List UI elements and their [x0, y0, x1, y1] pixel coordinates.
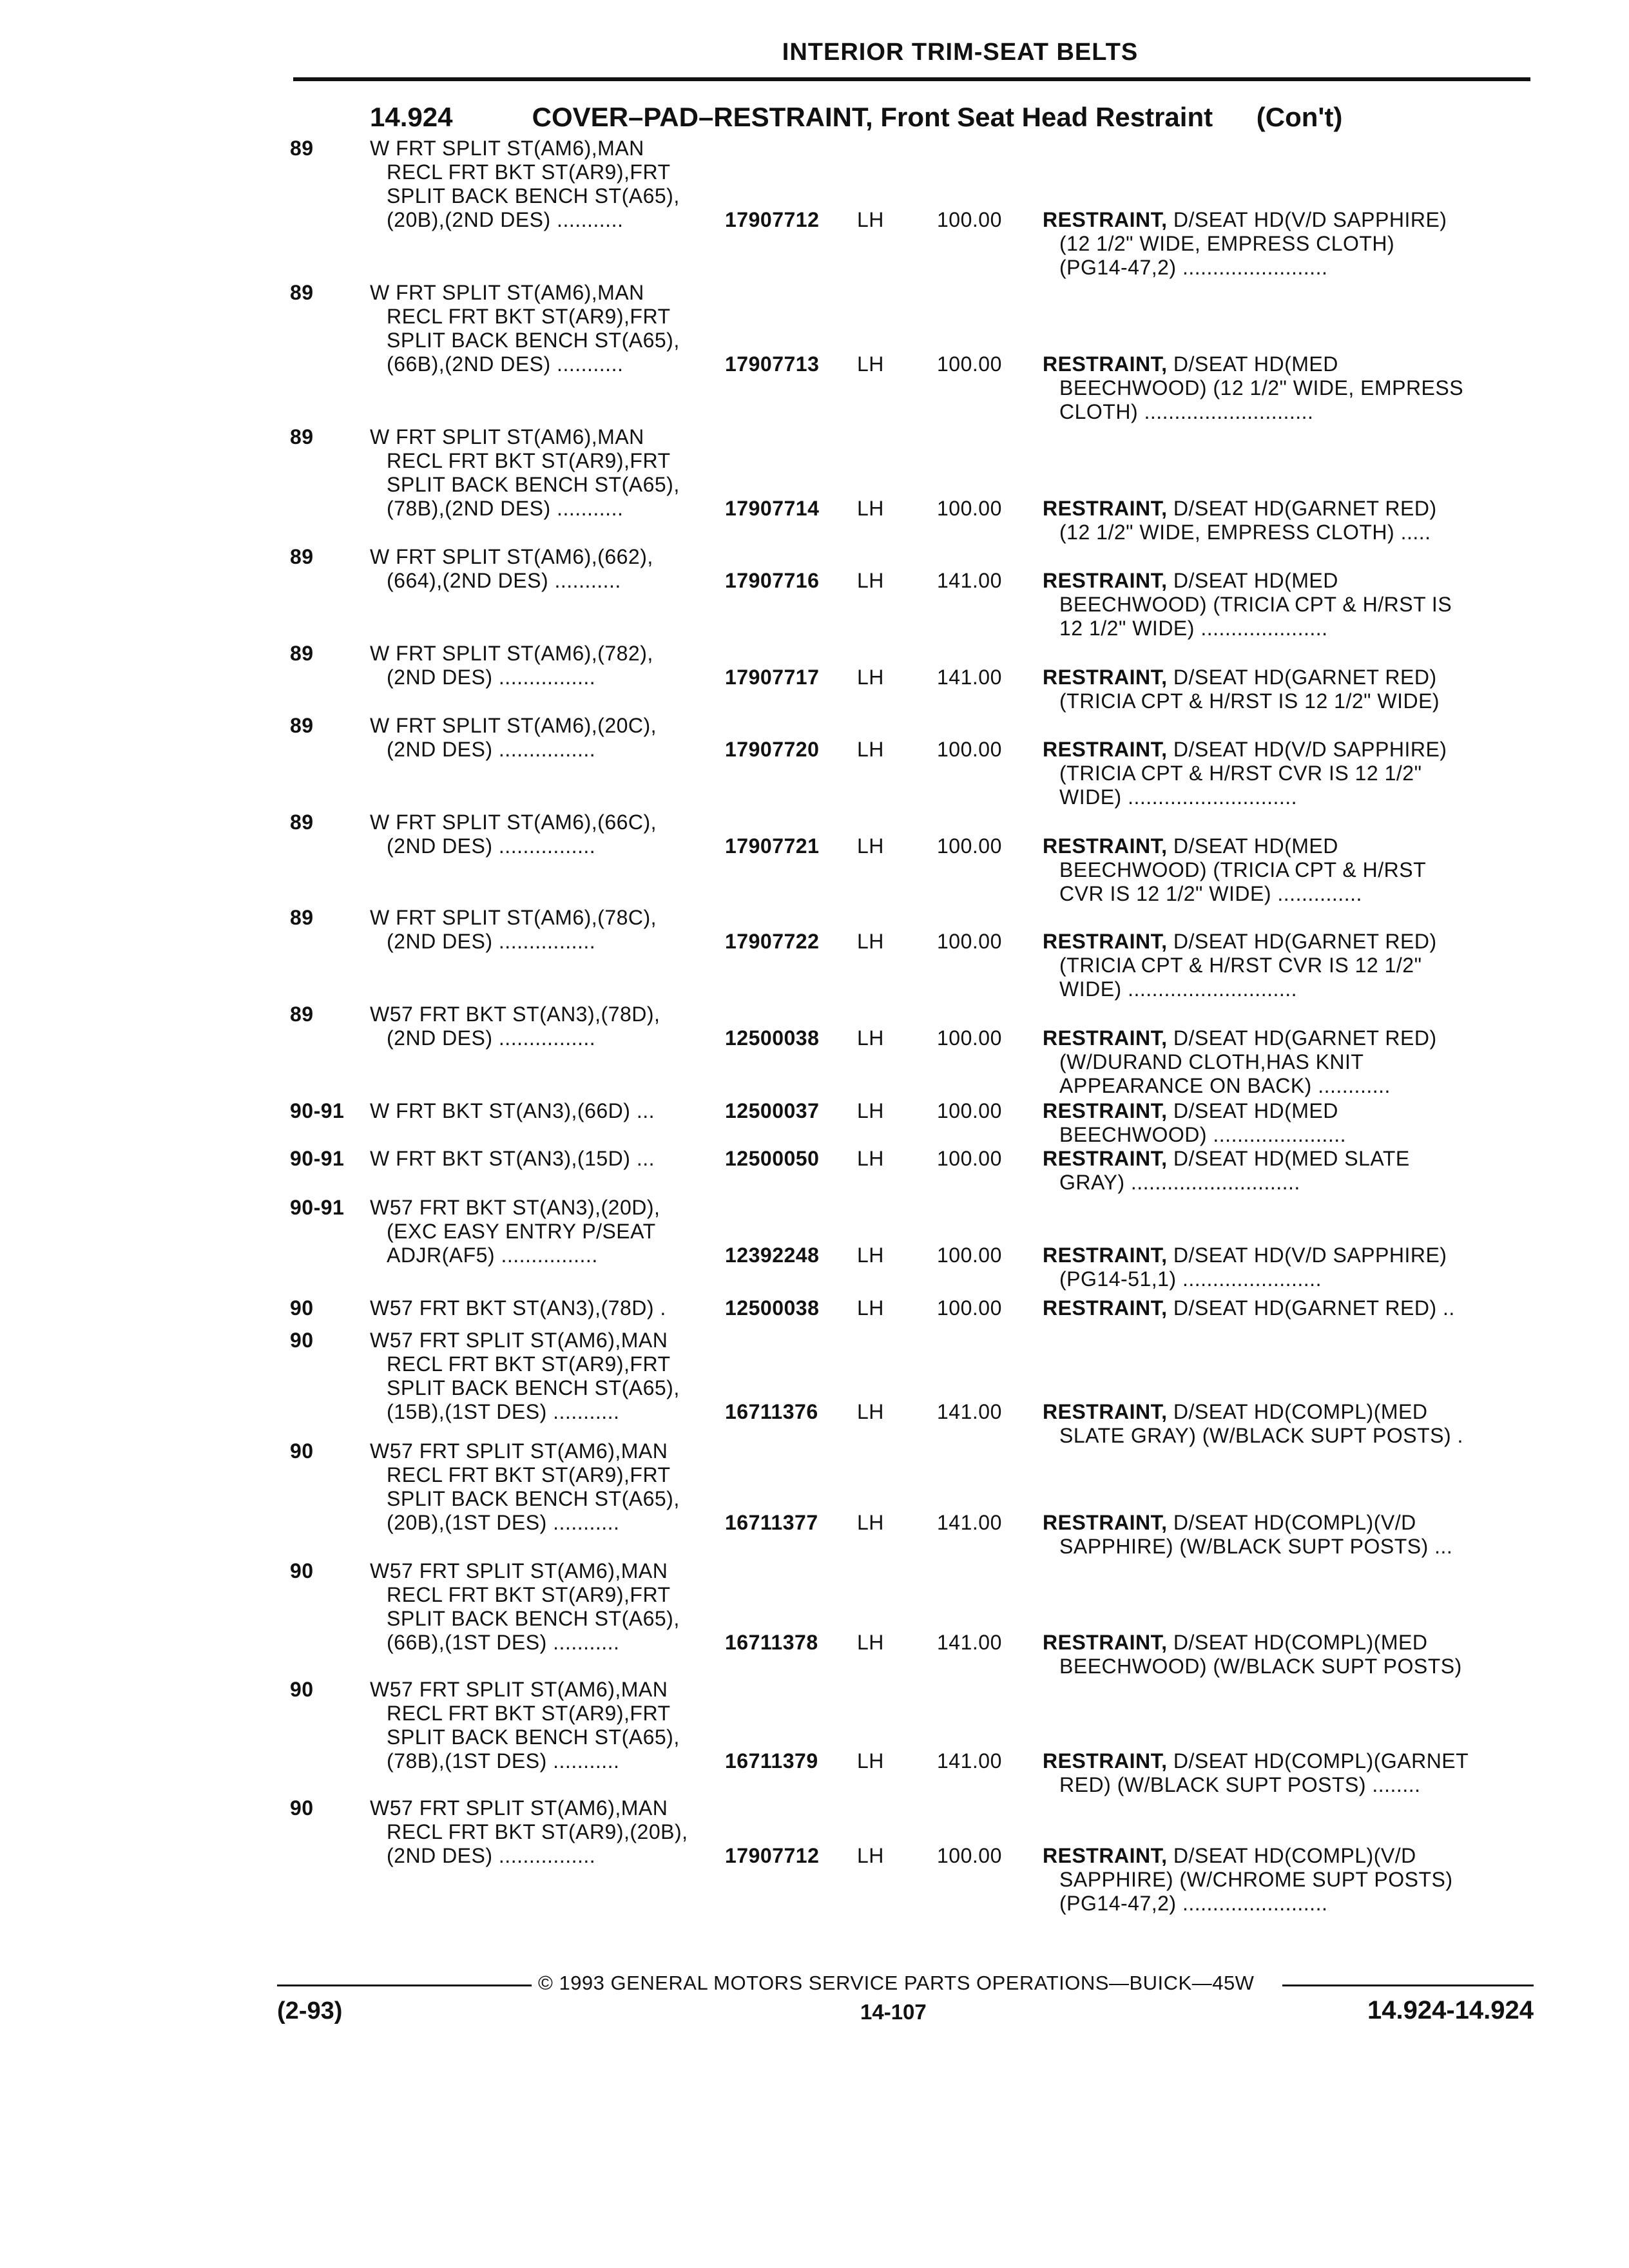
- description-line: W FRT SPLIT ST(AM6),MAN: [370, 281, 644, 304]
- part-name-text: D/SEAT HD(MED: [1173, 569, 1338, 592]
- quantity-price: 100.00: [937, 1296, 1002, 1320]
- part-name-line: [1043, 352, 1519, 376]
- header-rule: [293, 77, 1530, 81]
- part-name-line: RED) (W/BLACK SUPT POSTS) ........: [1059, 1773, 1421, 1796]
- part-name-line: APPEARANCE ON BACK) ............: [1059, 1074, 1391, 1097]
- side-code: LH: [857, 1844, 884, 1867]
- quantity-price: 100.00: [937, 208, 1002, 231]
- part-name: [1043, 569, 1519, 640]
- footer-rule-left: [277, 1984, 532, 1986]
- part-name: [1043, 1511, 1519, 1559]
- description-line: (2ND DES) ................: [387, 1844, 596, 1867]
- description-line: (2ND DES) ................: [387, 738, 596, 761]
- model-year: 89: [290, 281, 314, 304]
- part-name-line: [1043, 930, 1519, 954]
- part-name-label: RESTRAINT,: [1043, 569, 1168, 592]
- part-number: 12500037: [725, 1099, 820, 1122]
- part-name: [1043, 1147, 1519, 1195]
- part-name-line: [1043, 738, 1519, 762]
- description-line: SPLIT BACK BENCH ST(A65),: [387, 1725, 680, 1749]
- model-year: 89: [290, 811, 314, 834]
- description-line: RECL FRT BKT ST(AR9),FRT: [387, 1583, 671, 1606]
- part-name: [1043, 352, 1519, 424]
- part-number: 17907717: [725, 666, 820, 689]
- description-line: RECL FRT BKT ST(AR9),FRT: [387, 1352, 671, 1376]
- description-line: SPLIT BACK BENCH ST(A65),: [387, 184, 680, 207]
- model-year: 89: [290, 425, 314, 448]
- usage-description: [370, 137, 1014, 232]
- part-name-label: RESTRAINT,: [1043, 1099, 1168, 1122]
- quantity-price: 141.00: [937, 1749, 1002, 1773]
- description-line: (78B),(2ND DES) ...........: [387, 497, 624, 520]
- side-code: LH: [857, 738, 884, 761]
- model-year: 90-91: [290, 1147, 345, 1170]
- part-name-line: [1043, 1296, 1519, 1320]
- usage-description: [370, 642, 1014, 689]
- side-code: LH: [857, 569, 884, 592]
- part-name-label: RESTRAINT,: [1043, 1400, 1168, 1423]
- usage-description: [370, 1559, 1014, 1655]
- part-name: [1043, 666, 1519, 713]
- part-number: 17907712: [725, 1844, 820, 1867]
- part-name-label: RESTRAINT,: [1043, 666, 1168, 689]
- description-line: (2ND DES) ................: [387, 834, 596, 858]
- description-line: W57 FRT BKT ST(AN3),(78D),: [370, 1003, 660, 1026]
- part-name-label: RESTRAINT,: [1043, 497, 1168, 520]
- part-name-line: GRAY) ............................: [1059, 1171, 1300, 1194]
- model-year: 89: [290, 906, 314, 929]
- part-name-label: RESTRAINT,: [1043, 1749, 1168, 1773]
- part-name: [1043, 1296, 1519, 1320]
- description-line: SPLIT BACK BENCH ST(A65),: [387, 329, 680, 352]
- quantity-price: 100.00: [937, 834, 1002, 858]
- quantity-price: 100.00: [937, 1244, 1002, 1267]
- part-name: [1043, 1749, 1519, 1797]
- description-line: (2ND DES) ................: [387, 1026, 596, 1050]
- section-continued: (Con't): [1256, 102, 1343, 132]
- page-title: INTERIOR TRIM-SEAT BELTS: [782, 39, 1139, 66]
- part-name-text: D/SEAT HD(COMPL)(MED: [1173, 1400, 1428, 1423]
- part-name-text: D/SEAT HD(MED: [1173, 834, 1338, 858]
- part-number: 17907716: [725, 569, 820, 592]
- side-code: LH: [857, 497, 884, 520]
- description-line: SPLIT BACK BENCH ST(A65),: [387, 1487, 680, 1510]
- part-name-label: RESTRAINT,: [1043, 1511, 1168, 1534]
- part-name-line: [1043, 569, 1519, 593]
- description-line: (EXC EASY ENTRY P/SEAT: [387, 1220, 656, 1243]
- part-name-line: [1043, 1749, 1519, 1773]
- footer-section-range: 14.924-14.924: [1367, 1996, 1534, 2024]
- part-name-line: [1043, 1026, 1519, 1050]
- part-name-line: [1043, 666, 1519, 689]
- part-number: 12500038: [725, 1026, 820, 1050]
- model-year: 90: [290, 1296, 314, 1320]
- model-year: 89: [290, 137, 314, 160]
- part-number: 17907720: [725, 738, 820, 761]
- model-year: 89: [290, 642, 314, 665]
- part-name-text: D/SEAT HD(V/D SAPPHIRE): [1173, 1244, 1447, 1267]
- part-name-text: D/SEAT HD(GARNET RED): [1173, 1026, 1437, 1050]
- part-name: [1043, 1099, 1519, 1147]
- part-name-line: (PG14-47,2) ........................: [1059, 1892, 1328, 1915]
- side-code: LH: [857, 834, 884, 858]
- part-name-label: RESTRAINT,: [1043, 930, 1168, 953]
- part-name-line: [1043, 1631, 1519, 1655]
- description-line: W57 FRT SPLIT ST(AM6),MAN: [370, 1439, 668, 1463]
- side-code: LH: [857, 1244, 884, 1267]
- side-code: LH: [857, 1147, 884, 1170]
- part-name-label: RESTRAINT,: [1043, 208, 1168, 231]
- description-line: RECL FRT BKT ST(AR9),(20B),: [387, 1820, 688, 1843]
- part-name-text: D/SEAT HD(MED SLATE: [1173, 1147, 1410, 1170]
- part-name-text: D/SEAT HD(COMPL)(MED: [1173, 1631, 1428, 1654]
- part-name-label: RESTRAINT,: [1043, 1631, 1168, 1654]
- part-name-label: RESTRAINT,: [1043, 738, 1168, 761]
- part-name-text: D/SEAT HD(GARNET RED): [1173, 497, 1437, 520]
- quantity-price: 100.00: [937, 1147, 1002, 1170]
- description-line: W FRT SPLIT ST(AM6),(78C),: [370, 906, 657, 929]
- part-name-label: RESTRAINT,: [1043, 352, 1168, 376]
- description-line: W FRT SPLIT ST(AM6),(662),: [370, 545, 653, 568]
- part-name-line: [1043, 1147, 1519, 1171]
- description-line: W57 FRT SPLIT ST(AM6),MAN: [370, 1559, 668, 1582]
- description-line: W FRT SPLIT ST(AM6),(20C),: [370, 714, 657, 737]
- side-code: LH: [857, 1400, 884, 1423]
- description-line: RECL FRT BKT ST(AR9),FRT: [387, 160, 671, 184]
- description-line: W57 FRT BKT ST(AN3),(20D),: [370, 1196, 660, 1219]
- description-line: (15B),(1ST DES) ...........: [387, 1400, 620, 1423]
- part-name-line: 12 1/2" WIDE) .....................: [1059, 617, 1328, 640]
- model-year: 90: [290, 1559, 314, 1582]
- part-name-line: (PG14-47,2) ........................: [1059, 256, 1328, 279]
- part-name: [1043, 930, 1519, 1001]
- part-name-line: CVR IS 12 1/2" WIDE) ..............: [1059, 882, 1362, 905]
- part-name-line: (W/DURAND CLOTH,HAS KNIT: [1059, 1050, 1364, 1073]
- part-name-text: D/SEAT HD(V/D SAPPHIRE): [1173, 738, 1447, 761]
- part-name-line: [1043, 834, 1519, 858]
- part-name-line: (PG14-51,1) .......................: [1059, 1267, 1322, 1291]
- section-title: COVER–PAD–RESTRAINT, Front Seat Head Restraint: [532, 102, 1213, 132]
- part-name-text: D/SEAT HD(COMPL)(V/D: [1173, 1511, 1416, 1534]
- part-name-label: RESTRAINT,: [1043, 834, 1168, 858]
- description-line: SPLIT BACK BENCH ST(A65),: [387, 1607, 680, 1630]
- quantity-price: 100.00: [937, 1099, 1002, 1122]
- side-code: LH: [857, 1749, 884, 1773]
- footer-date: (2-93): [277, 1997, 343, 2024]
- part-number: 17907713: [725, 352, 820, 376]
- side-code: LH: [857, 1296, 884, 1320]
- part-name-line: [1043, 1099, 1519, 1123]
- part-name-line: [1043, 1400, 1519, 1424]
- part-name-line: [1043, 1511, 1519, 1535]
- part-name-line: BEECHWOOD) ......................: [1059, 1123, 1346, 1146]
- usage-description: [370, 1099, 1014, 1123]
- usage-description: [370, 1296, 1014, 1320]
- usage-description: [370, 281, 1014, 376]
- part-name: [1043, 834, 1519, 906]
- description-line: RECL FRT BKT ST(AR9),FRT: [387, 305, 671, 328]
- side-code: LH: [857, 666, 884, 689]
- part-name-line: (TRICIA CPT & H/RST IS 12 1/2" WIDE): [1059, 689, 1440, 713]
- page-header: [293, 39, 1530, 66]
- part-name-line: CLOTH) ............................: [1059, 400, 1314, 423]
- part-name-line: (12 1/2" WIDE, EMPRESS CLOTH): [1059, 232, 1395, 255]
- description-line: RECL FRT BKT ST(AR9),FRT: [387, 1702, 671, 1725]
- description-line: W FRT BKT ST(AN3),(15D) ...: [370, 1147, 655, 1170]
- description-line: W57 FRT BKT ST(AN3),(78D) .: [370, 1296, 666, 1320]
- section-heading: [370, 102, 1342, 133]
- model-year: 90: [290, 1678, 314, 1701]
- part-name-text: D/SEAT HD(MED: [1173, 352, 1338, 376]
- description-line: W FRT BKT ST(AN3),(66D) ...: [370, 1099, 655, 1122]
- part-name-line: [1043, 1844, 1519, 1868]
- description-line: (2ND DES) ................: [387, 666, 596, 689]
- section-number: 14.924: [370, 102, 453, 132]
- usage-description: [370, 1678, 1014, 1773]
- part-name-text: D/SEAT HD(GARNET RED): [1173, 930, 1437, 953]
- description-line: (20B),(1ST DES) ...........: [387, 1511, 620, 1534]
- description-line: (78B),(1ST DES) ...........: [387, 1749, 620, 1773]
- part-number: 17907721: [725, 834, 820, 858]
- description-line: W FRT SPLIT ST(AM6),MAN: [370, 425, 644, 448]
- part-name-label: RESTRAINT,: [1043, 1844, 1168, 1867]
- part-number: 16711378: [725, 1631, 818, 1654]
- part-name-label: RESTRAINT,: [1043, 1296, 1168, 1320]
- model-year: 90-91: [290, 1196, 345, 1219]
- part-name-line: SAPPHIRE) (W/CHROME SUPT POSTS): [1059, 1868, 1453, 1891]
- usage-description: [370, 714, 1014, 762]
- usage-description: [370, 811, 1014, 858]
- part-name-text: D/SEAT HD(GARNET RED) ..: [1173, 1296, 1455, 1320]
- part-name-line: BEECHWOOD) (W/BLACK SUPT POSTS): [1059, 1655, 1462, 1678]
- footer-rule-right: [1282, 1984, 1534, 1986]
- model-year: 89: [290, 1003, 314, 1026]
- part-number: 12500038: [725, 1296, 820, 1320]
- description-line: RECL FRT BKT ST(AR9),FRT: [387, 1463, 671, 1486]
- side-code: LH: [857, 930, 884, 953]
- part-name: [1043, 1026, 1519, 1098]
- side-code: LH: [857, 1631, 884, 1654]
- part-name-line: [1043, 208, 1519, 232]
- quantity-price: 100.00: [937, 1026, 1002, 1050]
- usage-description: [370, 1003, 1014, 1050]
- part-name-line: (TRICIA CPT & H/RST CVR IS 12 1/2": [1059, 954, 1422, 977]
- part-number: 17907722: [725, 930, 820, 953]
- side-code: LH: [857, 208, 884, 231]
- part-name: [1043, 208, 1519, 280]
- quantity-price: 100.00: [937, 930, 1002, 953]
- part-name-label: RESTRAINT,: [1043, 1244, 1168, 1267]
- model-year: 90: [290, 1329, 314, 1352]
- part-number: 17907712: [725, 208, 820, 231]
- part-name-text: D/SEAT HD(V/D SAPPHIRE): [1173, 208, 1447, 231]
- part-name: [1043, 497, 1519, 544]
- part-name: [1043, 1844, 1519, 1916]
- part-name-line: BEECHWOOD) (TRICIA CPT & H/RST: [1059, 858, 1427, 881]
- usage-description: [370, 545, 1014, 593]
- part-name-line: BEECHWOOD) (TRICIA CPT & H/RST IS: [1059, 593, 1452, 616]
- model-year: 89: [290, 714, 314, 737]
- part-name-line: SLATE GRAY) (W/BLACK SUPT POSTS) .: [1059, 1424, 1463, 1447]
- footer-page-number: 14-107: [860, 2000, 927, 2024]
- part-name-line: (TRICIA CPT & H/RST CVR IS 12 1/2": [1059, 762, 1422, 785]
- description-line: SPLIT BACK BENCH ST(A65),: [387, 473, 680, 496]
- part-name: [1043, 1631, 1519, 1678]
- quantity-price: 141.00: [937, 1511, 1002, 1534]
- part-name: [1043, 1400, 1519, 1448]
- part-name-line: SAPPHIRE) (W/BLACK SUPT POSTS) ...: [1059, 1535, 1453, 1558]
- description-line: SPLIT BACK BENCH ST(A65),: [387, 1376, 680, 1399]
- part-number: 17907714: [725, 497, 820, 520]
- description-line: W57 FRT SPLIT ST(AM6),MAN: [370, 1678, 668, 1701]
- quantity-price: 100.00: [937, 738, 1002, 761]
- part-name-line: [1043, 497, 1519, 521]
- part-number: 16711377: [725, 1511, 818, 1534]
- part-name-text: D/SEAT HD(COMPL)(GARNET: [1173, 1749, 1469, 1773]
- usage-description: [370, 1439, 1014, 1535]
- model-year: 90-91: [290, 1099, 345, 1122]
- part-name-text: D/SEAT HD(GARNET RED): [1173, 666, 1437, 689]
- description-line: W FRT SPLIT ST(AM6),(782),: [370, 642, 653, 665]
- description-line: (664),(2ND DES) ...........: [387, 569, 621, 592]
- part-number: 16711376: [725, 1400, 818, 1423]
- description-line: W57 FRT SPLIT ST(AM6),MAN: [370, 1796, 668, 1820]
- side-code: LH: [857, 352, 884, 376]
- part-number: 12392248: [725, 1244, 820, 1267]
- side-code: LH: [857, 1511, 884, 1534]
- quantity-price: 141.00: [937, 666, 1002, 689]
- description-line: W FRT SPLIT ST(AM6),(66C),: [370, 811, 657, 834]
- part-name-label: RESTRAINT,: [1043, 1147, 1168, 1170]
- description-line: (2ND DES) ................: [387, 930, 596, 953]
- part-name-line: [1043, 1244, 1519, 1267]
- part-number: 16711379: [725, 1749, 818, 1773]
- part-name-line: WIDE) ............................: [1059, 977, 1298, 1001]
- part-name-line: BEECHWOOD) (12 1/2" WIDE, EMPRESS: [1059, 376, 1464, 399]
- description-line: (66B),(2ND DES) ...........: [387, 352, 624, 376]
- quantity-price: 141.00: [937, 569, 1002, 592]
- part-name-label: RESTRAINT,: [1043, 1026, 1168, 1050]
- description-line: RECL FRT BKT ST(AR9),FRT: [387, 449, 671, 472]
- usage-description: [370, 906, 1014, 954]
- usage-description: [370, 1147, 1014, 1171]
- quantity-price: 141.00: [937, 1631, 1002, 1654]
- quantity-price: 141.00: [937, 1400, 1002, 1423]
- side-code: LH: [857, 1099, 884, 1122]
- quantity-price: 100.00: [937, 352, 1002, 376]
- model-year: 90: [290, 1439, 314, 1463]
- model-year: 90: [290, 1796, 314, 1820]
- description-line: ADJR(AF5) ................: [387, 1244, 598, 1267]
- model-year: 89: [290, 545, 314, 568]
- usage-description: [370, 1196, 1014, 1267]
- description-line: (20B),(2ND DES) ...........: [387, 208, 624, 231]
- part-name-text: D/SEAT HD(MED: [1173, 1099, 1338, 1122]
- part-number: 12500050: [725, 1147, 820, 1170]
- description-line: W FRT SPLIT ST(AM6),MAN: [370, 137, 644, 160]
- description-line: (66B),(1ST DES) ...........: [387, 1631, 620, 1654]
- usage-description: [370, 1329, 1014, 1424]
- usage-description: [370, 1796, 1014, 1868]
- part-name-line: WIDE) ............................: [1059, 785, 1298, 809]
- part-name-text: D/SEAT HD(COMPL)(V/D: [1173, 1844, 1416, 1867]
- side-code: LH: [857, 1026, 884, 1050]
- quantity-price: 100.00: [937, 497, 1002, 520]
- quantity-price: 100.00: [937, 1844, 1002, 1867]
- footer-copyright: © 1993 GENERAL MOTORS SERVICE PARTS OPERATIONS—BUICK—45W: [538, 1972, 1255, 1994]
- description-line: W57 FRT SPLIT ST(AM6),MAN: [370, 1329, 668, 1352]
- part-name: [1043, 738, 1519, 809]
- part-name: [1043, 1244, 1519, 1291]
- usage-description: [370, 425, 1014, 521]
- part-name-line: (12 1/2" WIDE, EMPRESS CLOTH) .....: [1059, 521, 1431, 544]
